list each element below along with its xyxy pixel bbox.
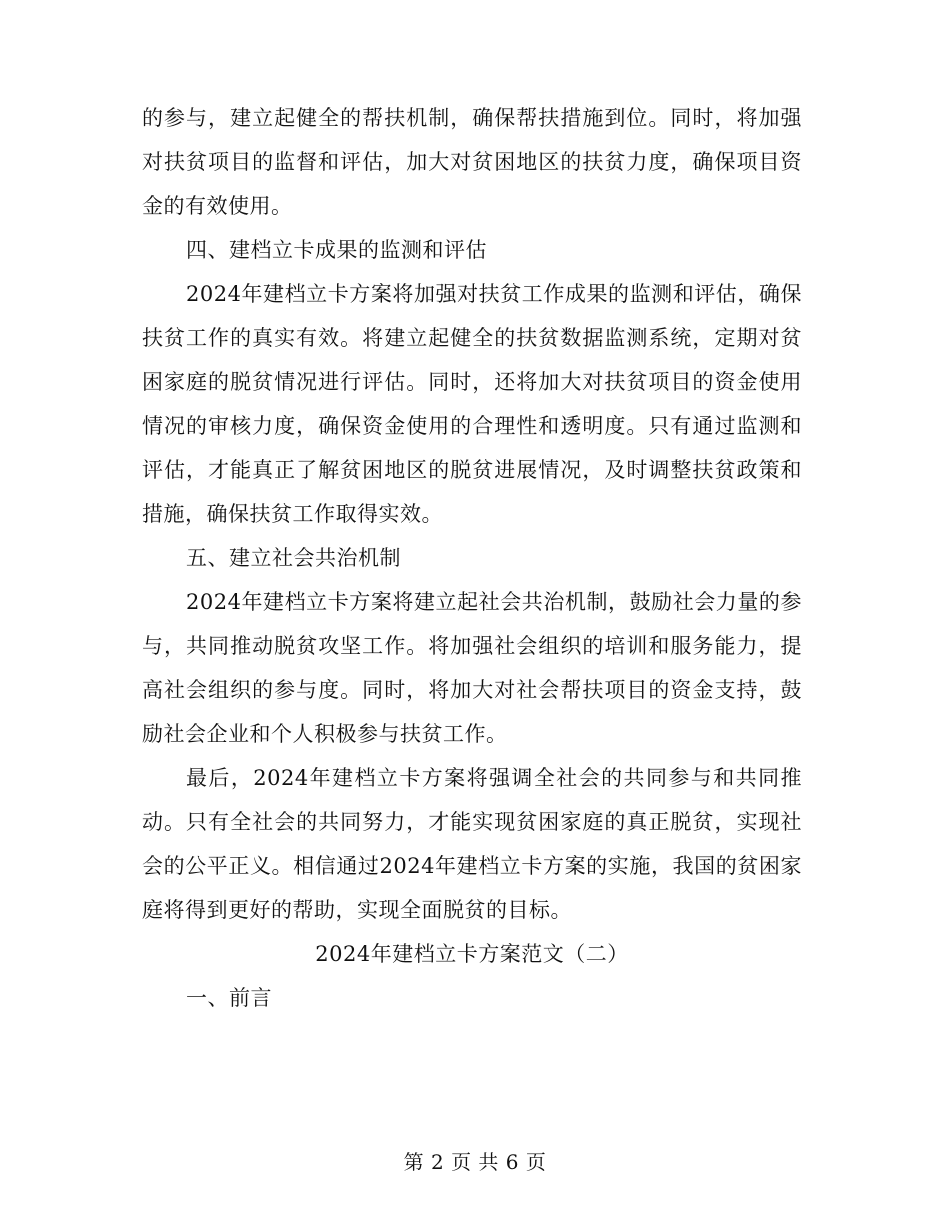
paragraph-body: 2024年建档立卡方案将建立起社会共治机制，鼓励社会力量的参与，共同推动脱贫攻坚工作。将加强社会组织的培训和服务能力，提高社会组织的参与度。同时，将加大对社会帮扶项目的资金支持，鼓励社会企业和个人积极参与扶贫工作。 [142, 590, 802, 746]
paragraph-continuation: 的参与，建立起健全的帮扶机制，确保帮扶措施到位。同时，将加强对扶贫项目的监督和评估，加大对贫困地区的扶贫力度，确保项目资金的有效使用。 [142, 106, 802, 218]
document-body [142, 96, 802, 1020]
section-heading-4: 四、建档立卡成果的监测和评估 [186, 238, 487, 262]
section-heading-1: 一、前言 [186, 986, 272, 1010]
paragraph-body: 最后，2024年建档立卡方案将强调全社会的共同参与和共同推动。只有全社会的共同努力，才能实现贫困家庭的真正脱贫，实现社会的公平正义。相信通过2024年建档立卡方案的实施，我国的贫困家庭将得到更好的帮助，实现全面脱贫的目标。 [142, 766, 802, 922]
paragraph-body: 2024年建档立卡方案将加强对扶贫工作成果的监测和评估，确保扶贫工作的真实有效。将建立起健全的扶贫数据监测系统，定期对贫困家庭的脱贫情况进行评估。同时，还将加大对扶贫项目的资金使用情况的审核力度，确保资金使用的合理性和透明度。只有通过监测和评估，才能真正了解贫困地区的脱贫进展情况，及时调整扶贫政策和措施，确保扶贫工作取得实效。 [142, 282, 802, 526]
document-subtitle: 2024年建档立卡方案范文（二） [315, 942, 629, 966]
page-number-footer: 第 2 页 共 6 页 [403, 1150, 547, 1174]
section-heading-5: 五、建立社会共治机制 [186, 546, 401, 570]
